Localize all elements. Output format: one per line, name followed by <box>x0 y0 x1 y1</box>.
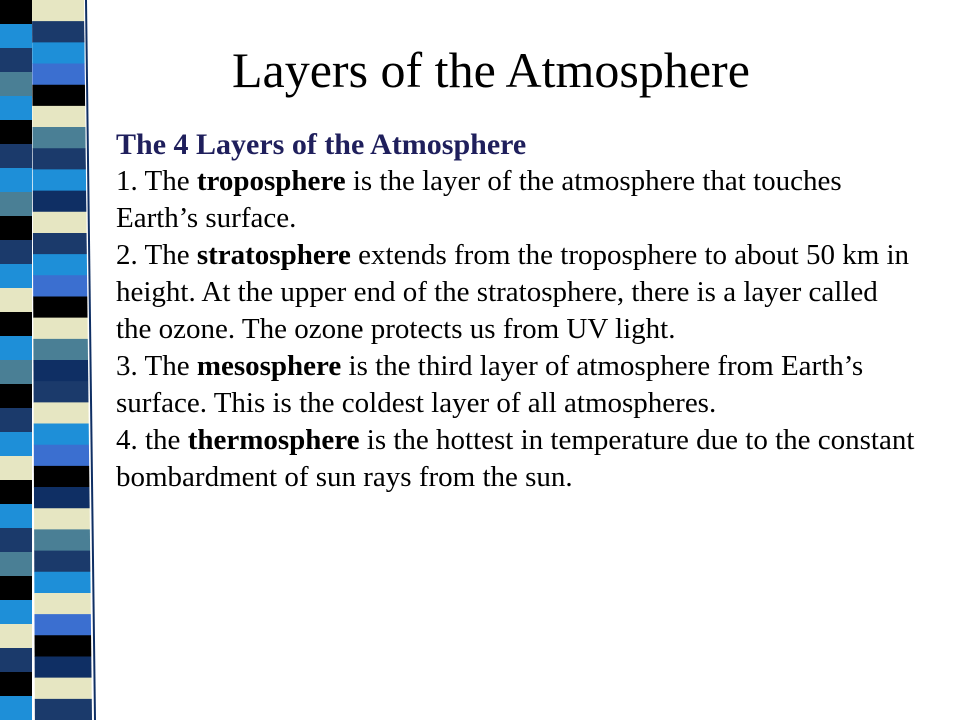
item-prefix: 2. The <box>116 239 197 271</box>
list-item-thermosphere <box>116 422 916 496</box>
item-text: extends from the troposphere to about 50 km in height. At the upper end of the stratosphere, there is a layer called the ozone. The ozone protects us from UV light. <box>116 239 910 345</box>
item-text: is the layer of the atmosphere that touches Earth’s surface. <box>116 165 842 234</box>
list-item-troposphere <box>116 163 916 237</box>
list-item-stratosphere <box>116 237 916 348</box>
list-item-mesosphere <box>116 348 916 422</box>
item-term: mesosphere <box>196 350 342 382</box>
slide-body <box>116 126 916 496</box>
item-term: stratosphere <box>196 239 351 271</box>
item-term: thermosphere <box>187 424 360 456</box>
item-prefix: 1. The <box>116 165 197 197</box>
item-term: troposphere <box>196 165 346 197</box>
section-heading: The 4 Layers of the Atmosphere <box>116 128 527 161</box>
left-bar-stripes <box>0 0 110 720</box>
item-text: is the hottest in temperature due to the constant bombardment of sun rays from the sun. <box>116 424 915 493</box>
item-prefix: 3. The <box>116 350 197 382</box>
item-prefix: 4. the <box>116 424 188 456</box>
decorative-left-bar <box>0 0 110 720</box>
slide-title: Layers of the Atmosphere <box>232 42 750 98</box>
item-text: is the third layer of atmosphere from Earth’s surface. This is the coldest layer of all atmospheres. <box>116 350 864 419</box>
